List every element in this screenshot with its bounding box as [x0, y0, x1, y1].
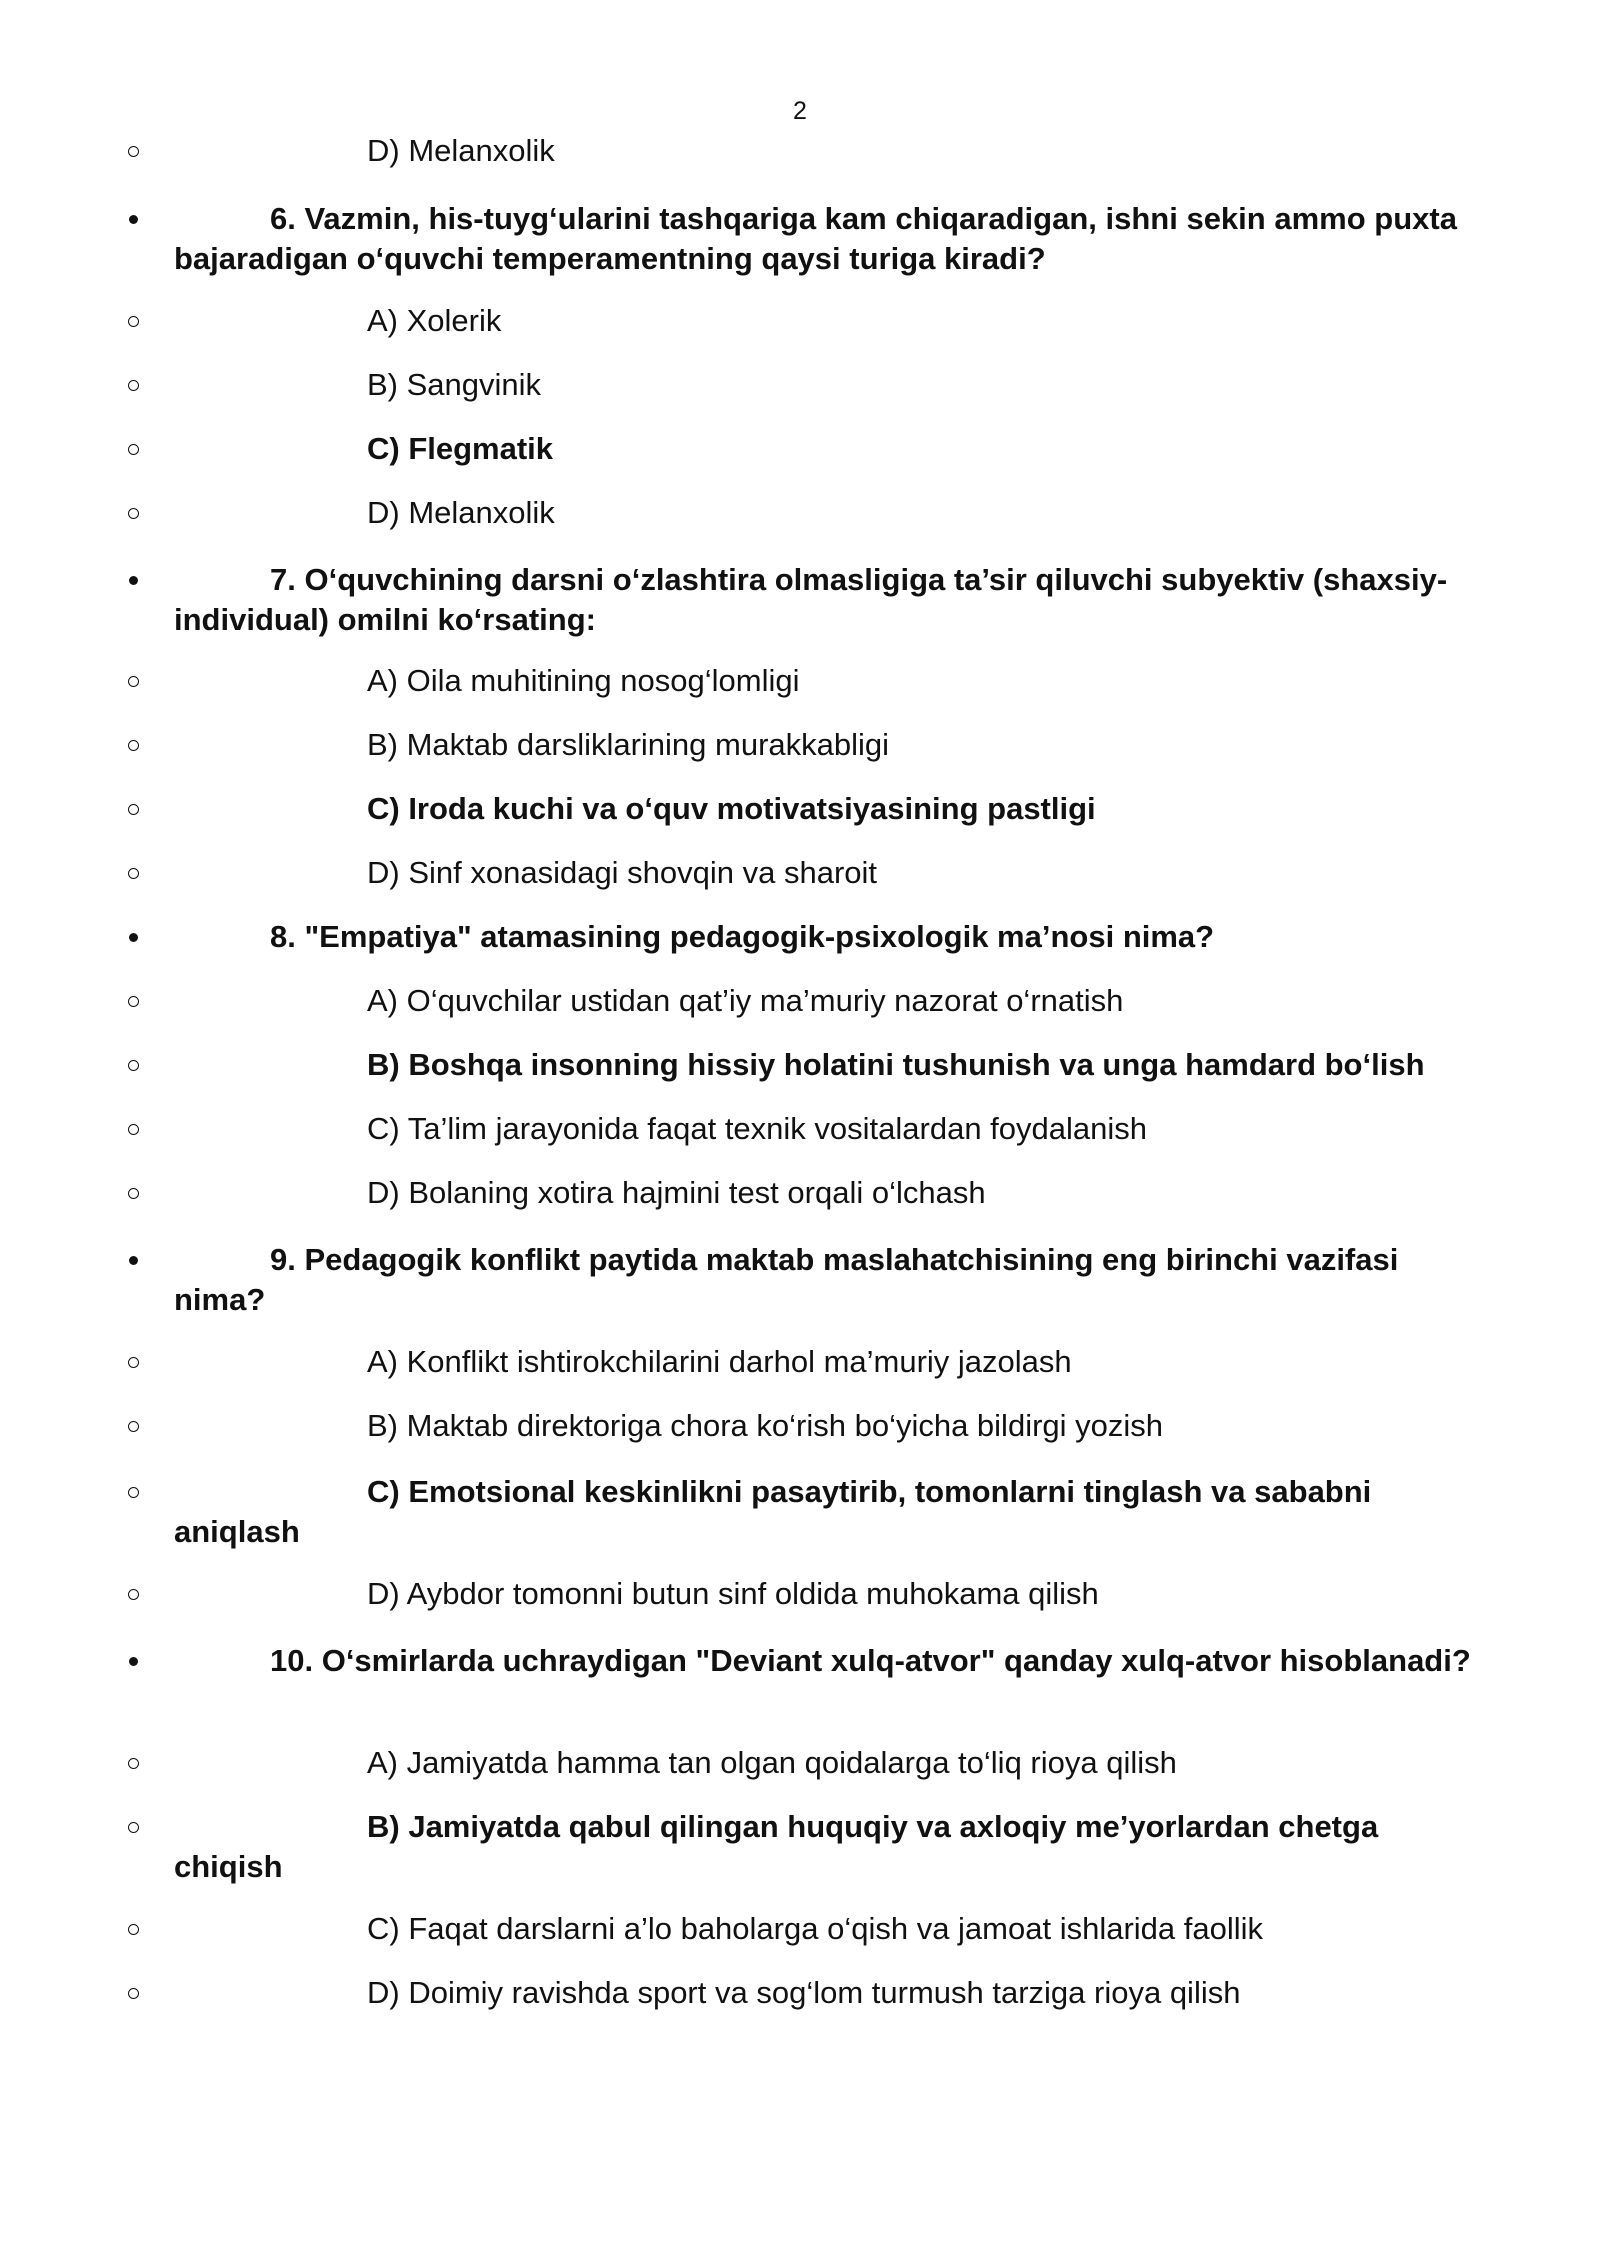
bullet-dot-icon	[122, 560, 144, 600]
option-text: B) Maktab direktoriga chora ko‘rish bo‘yicha bildirgi yozish	[367, 1408, 1164, 1443]
option-text: D) Sinf xonasidagi shovqin va sharoit	[367, 855, 878, 890]
question-text: 9. Pedagogik konflikt paytida maktab maslahatchisining eng birinchi vazifasi nima?	[174, 1242, 1399, 1317]
bullet-dot-icon	[122, 1641, 144, 1681]
bullet-circle-icon	[122, 789, 144, 829]
question-text: 10. O‘smirlarda uchraydigan "Deviant xulq-atvor" qanday xulq-atvor hisoblanadi?	[270, 1643, 1471, 1678]
bullet-circle-icon	[122, 1973, 144, 2013]
bullet-circle-icon	[122, 1045, 144, 1085]
bullet-circle-icon	[122, 1743, 144, 1783]
bullet-circle-icon	[122, 661, 144, 701]
bullet-circle-icon	[122, 1342, 144, 1382]
option-text: B) Maktab darsliklarining murakkabligi	[367, 727, 890, 762]
option-text: D) Melanxolik	[367, 495, 555, 530]
bullet-circle-icon	[122, 1406, 144, 1446]
option-text: C) Ta’lim jarayonida faqat texnik vositalardan foydalanish	[367, 1111, 1148, 1146]
question-text: 6. Vazmin, his-tuyg‘ularini tashqariga kam chiqaradigan, ishni sekin ammo puxta bajaradigan o‘quvchi temperamentning qaysi turiga kiradi?	[174, 201, 1457, 276]
option-text: B) Sangvinik	[367, 367, 542, 402]
option-text: C) Emotsional keskinlikni pasaytirib, tomonlarni tinglash va sababni aniqlash	[174, 1474, 1372, 1549]
bullet-circle-icon	[122, 981, 144, 1021]
page-number: 2	[793, 97, 807, 125]
bullet-circle-icon	[122, 1909, 144, 1949]
bullet-circle-icon	[122, 1472, 144, 1512]
bullet-circle-icon	[122, 131, 144, 171]
option-text: B) Boshqa insonning hissiy holatini tushunish va unga hamdard bo‘lish	[367, 1047, 1425, 1082]
option-text: D) Bolaning xotira hajmini test orqali o‘lchash	[367, 1175, 986, 1210]
bullet-circle-icon	[122, 725, 144, 765]
bullet-dot-icon	[122, 917, 144, 957]
option-text: A) Konflikt ishtirokchilarini darhol ma’muriy jazolash	[367, 1344, 1072, 1379]
option-text: D) Melanxolik	[367, 133, 555, 168]
option-text: D) Doimiy ravishda sport va sog‘lom turmush tarziga rioya qilish	[367, 1975, 1241, 2010]
bullet-circle-icon	[122, 429, 144, 469]
option-text: C) Iroda kuchi va o‘quv motivatsiyasining pastligi	[367, 791, 1096, 826]
option-text: A) Oila muhitining nosog‘lomligi	[367, 663, 800, 698]
bullet-circle-icon	[122, 493, 144, 533]
bullet-circle-icon	[122, 853, 144, 893]
bullet-circle-icon	[122, 1173, 144, 1213]
bullet-circle-icon	[122, 301, 144, 341]
question-text: 7. O‘quvchining darsni o‘zlashtira olmasligiga ta’sir qiluvchi subyektiv (shaxsiy-individual) omilni ko‘rsating:	[174, 562, 1448, 637]
question-text: 8. "Empatiya" atamasining pedagogik-psixologik ma’nosi nima?	[270, 919, 1215, 954]
bullet-dot-icon	[122, 1240, 144, 1280]
bullet-circle-icon	[122, 1109, 144, 1149]
bullet-circle-icon	[122, 1807, 144, 1847]
option-text: A) Xolerik	[367, 303, 502, 338]
option-text: A) Jamiyatda hamma tan olgan qoidalarga to‘liq rioya qilish	[367, 1745, 1177, 1780]
option-text: C) Faqat darslarni a’lo baholarga o‘qish va jamoat ishlarida faollik	[367, 1911, 1264, 1946]
option-text: C) Flegmatik	[367, 431, 554, 466]
option-text: D) Aybdor tomonni butun sinf oldida muhokama qilish	[367, 1576, 1099, 1611]
option-text: B) Jamiyatda qabul qilingan huquqiy va axloqiy me’yorlardan chetga chiqish	[174, 1809, 1379, 1884]
bullet-circle-icon	[122, 365, 144, 405]
bullet-circle-icon	[122, 1574, 144, 1614]
option-text: A) O‘quvchilar ustidan qat’iy ma’muriy nazorat o‘rnatish	[367, 983, 1124, 1018]
bullet-dot-icon	[122, 199, 144, 239]
